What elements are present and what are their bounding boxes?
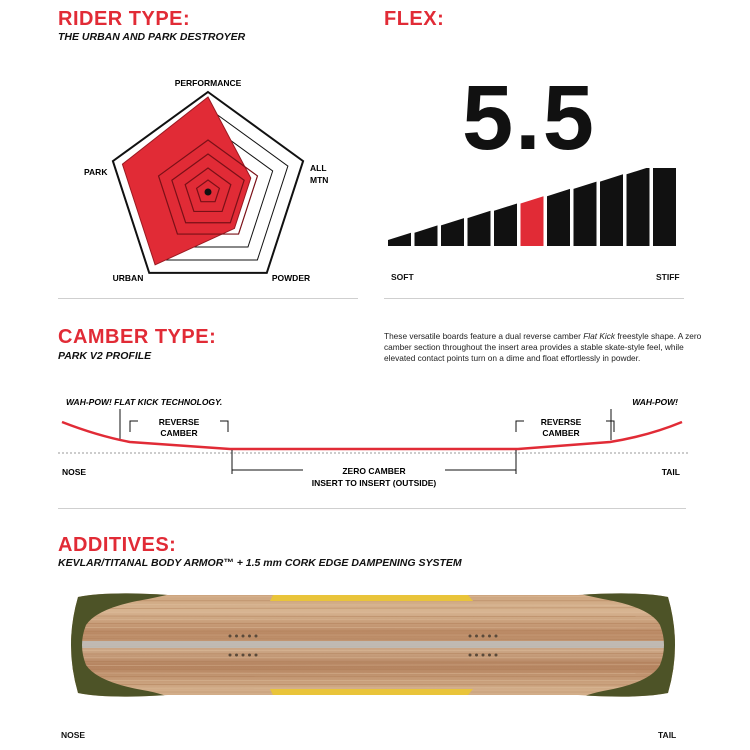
flex-bar-11 <box>653 168 676 246</box>
radar-label-all-mtn-line2: MTN <box>310 175 329 185</box>
flex-section-divider <box>384 298 684 299</box>
rider-section-divider <box>58 298 358 299</box>
reverse-camber-right-line2: CAMBER <box>542 428 580 438</box>
board-top-edge-accent <box>270 595 473 601</box>
board-bottom-edge-accent <box>270 689 473 695</box>
snowboard-topsheet-illustration <box>58 585 688 715</box>
camber-profile-diagram <box>58 392 688 497</box>
rider-type-heading: RIDER TYPE: <box>58 8 191 30</box>
insert-hole <box>488 635 491 638</box>
radar-rating-area <box>122 97 250 265</box>
board-center-stringer <box>58 641 688 648</box>
board-nose-label: NOSE <box>61 730 86 740</box>
insert-hole <box>242 654 245 657</box>
insert-hole <box>475 654 478 657</box>
rider-type-subtitle: THE URBAN AND PARK DESTROYER <box>58 31 246 43</box>
radar-center-dot <box>205 189 212 196</box>
camber-nose-label: NOSE <box>62 467 87 477</box>
wah-pow-left-label: WAH-POW! FLAT KICK TECHNOLOGY. <box>66 397 223 407</box>
insert-hole <box>495 635 498 638</box>
flex-soft-label: SOFT <box>391 272 414 282</box>
camber-tail-label: TAIL <box>661 467 680 477</box>
zero-camber-line1: ZERO CAMBER <box>342 466 406 476</box>
insert-hole <box>495 654 498 657</box>
zero-camber-line2: INSERT TO INSERT (OUTSIDE) <box>311 478 437 488</box>
flex-bar-6 <box>521 196 544 246</box>
insert-hole <box>248 654 251 657</box>
flex-bar-7 <box>547 189 570 246</box>
flex-stiff-label: STIFF <box>656 272 680 282</box>
reverse-camber-right-bracket-a <box>516 421 524 432</box>
insert-hole <box>475 635 478 638</box>
camber-section-divider <box>58 508 686 509</box>
flex-scale-bars <box>388 168 688 250</box>
reverse-camber-right-line1: REVERSE <box>540 417 582 427</box>
insert-hole <box>469 635 472 638</box>
reverse-camber-left-line1: REVERSE <box>158 417 200 427</box>
additives-subtitle: KEVLAR/TITANAL BODY ARMOR™ + 1.5 mm CORK EDGE DAMPENING SYSTEM <box>58 557 462 569</box>
flex-rating-value: 5.5 <box>462 67 596 169</box>
insert-hole <box>255 635 258 638</box>
reverse-camber-left-line2: CAMBER <box>160 428 198 438</box>
flex-bar-3 <box>441 218 464 246</box>
flex-bar-4 <box>468 211 491 246</box>
flex-bar-10 <box>627 168 650 246</box>
additives-heading: ADDITIVES: <box>58 534 177 556</box>
reverse-camber-left-bracket-b <box>220 421 228 432</box>
reverse-camber-right-bracket-b <box>606 421 614 432</box>
radar-label-powder: POWDER <box>271 273 311 283</box>
insert-hole <box>255 654 258 657</box>
insert-hole <box>469 654 472 657</box>
insert-hole <box>235 654 238 657</box>
radar-label-park: PARK <box>84 167 108 177</box>
radar-label-urban: URBAN <box>112 273 144 283</box>
insert-hole <box>229 635 232 638</box>
flex-bar-2 <box>415 225 438 246</box>
insert-hole <box>248 635 251 638</box>
radar-label-all-mtn-line1: ALL <box>310 163 327 173</box>
insert-hole <box>488 654 491 657</box>
rider-type-radar-chart <box>58 65 358 295</box>
insert-hole <box>235 635 238 638</box>
flex-bar-8 <box>574 182 597 246</box>
camber-description: These versatile boards feature a dual reverse camber Flat Kick freestyle shape. A zero camber section throughout the insert area provides a stable skate-style feel, while elevated contact points turn on a dime and float effortlessly in powder. <box>384 331 702 363</box>
reverse-camber-left-bracket-a <box>130 421 138 432</box>
camber-type-subtitle: PARK V2 PROFILE <box>58 350 152 362</box>
camber-board-profile <box>62 422 682 449</box>
board-tail-label: TAIL <box>658 730 677 740</box>
flex-bar-1 <box>388 233 411 246</box>
flex-heading: FLEX: <box>384 8 445 30</box>
wah-pow-right-label: WAH-POW! <box>632 397 678 407</box>
flex-bar-5 <box>494 204 517 247</box>
insert-hole <box>229 654 232 657</box>
flex-bar-9 <box>600 174 623 246</box>
insert-hole <box>482 635 485 638</box>
insert-hole <box>242 635 245 638</box>
camber-type-heading: CAMBER TYPE: <box>58 326 217 348</box>
radar-label-performance: PERFORMANCE <box>174 78 242 88</box>
insert-hole <box>482 654 485 657</box>
